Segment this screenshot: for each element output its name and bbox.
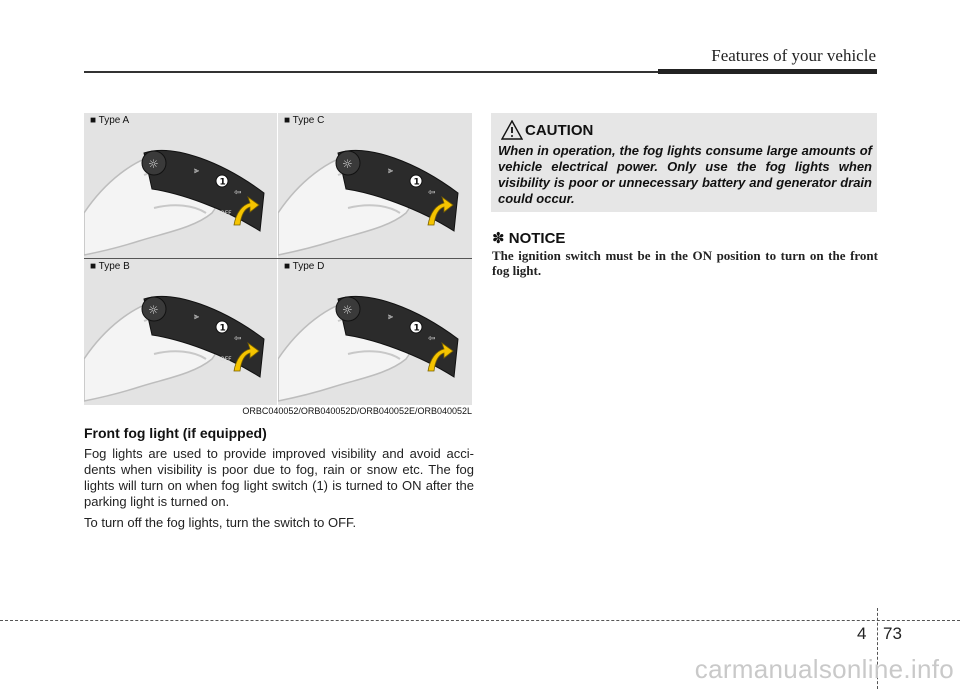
figure-panel-type-d <box>278 259 471 404</box>
notice-title: ✽ NOTICE <box>492 230 566 247</box>
panel-label: ■ Type D <box>284 261 325 272</box>
svg-text:⫸: ⫸ <box>388 312 394 322</box>
svg-text:☼: ☼ <box>342 303 353 317</box>
header-rule-accent <box>658 69 877 74</box>
figure-caption: ORBC040052/ORB040052D/ORB040052E/ORB040052L <box>242 406 472 416</box>
figure-divider-vertical <box>277 113 278 405</box>
figure-panel-type-a <box>84 113 277 258</box>
page-header-title: Features of your vehicle <box>711 46 876 65</box>
panel-label: ■ Type A <box>90 115 130 126</box>
header-rule <box>84 71 660 73</box>
svg-text:⇦: ⇦ <box>234 334 242 344</box>
callout-marker <box>410 321 422 334</box>
svg-text:1: 1 <box>219 323 226 334</box>
section-heading: Front fog light (if equipped) <box>84 425 267 441</box>
callout-marker <box>216 175 228 188</box>
watermark: carmanualsonline.info <box>694 654 954 684</box>
caution-text: When in operation, the fog lights consume large amounts of vehicle electrical power. Only use the fog lights when visibility is poor or unnecessary battery and generator drain could occur. <box>498 143 872 206</box>
caution-title: CAUTION <box>525 122 594 139</box>
svg-text:⫸: ⫸ <box>194 312 200 322</box>
callout-marker <box>410 175 422 188</box>
panel-label: ■ Type B <box>90 261 130 272</box>
off-label: OFF <box>220 210 232 217</box>
body-paragraph: Fog lights are used to provide improved visibility and avoid acci-dents when visibility is poor due to fog, rain or snow etc. The fog lights will turn on when fog light switch (1) is turned to ON after the parking light is turned on. <box>84 446 474 509</box>
hand-stalk-illustration <box>278 113 471 258</box>
callout-marker <box>216 321 228 334</box>
chapter-number: 4 <box>857 624 867 643</box>
panel-label: ■ Type C <box>284 115 325 126</box>
page-number: 73 <box>883 624 902 643</box>
svg-text:⇦: ⇦ <box>428 188 436 198</box>
svg-text:⫸: ⫸ <box>194 166 200 176</box>
svg-text:☼: ☼ <box>148 303 159 317</box>
warning-triangle-icon <box>501 120 523 140</box>
section-body <box>84 446 474 536</box>
svg-text:⇦: ⇦ <box>428 334 436 344</box>
fog-light-switch-figure <box>84 113 472 405</box>
svg-text:☼: ☼ <box>148 157 159 171</box>
svg-text:1: 1 <box>219 177 226 188</box>
hand-stalk-illustration <box>84 259 277 404</box>
off-label: OFF <box>220 356 232 363</box>
notice-text: The ignition switch must be in the ON position to turn on the front fog light. <box>492 248 878 278</box>
caution-box <box>491 113 877 212</box>
hand-stalk-illustration <box>84 113 277 258</box>
svg-text:1: 1 <box>413 323 420 334</box>
figure-divider-horizontal <box>84 258 472 259</box>
hand-stalk-illustration <box>278 259 471 404</box>
figure-panel-type-b <box>84 259 277 404</box>
svg-text:☼: ☼ <box>342 157 353 171</box>
svg-text:1: 1 <box>413 177 420 188</box>
svg-text:⇦: ⇦ <box>234 188 242 198</box>
body-paragraph: To turn off the fog lights, turn the switch to OFF. <box>84 515 357 530</box>
footer-rule <box>0 620 960 621</box>
figure-panel-type-c <box>278 113 471 258</box>
svg-text:⫸: ⫸ <box>388 166 394 176</box>
